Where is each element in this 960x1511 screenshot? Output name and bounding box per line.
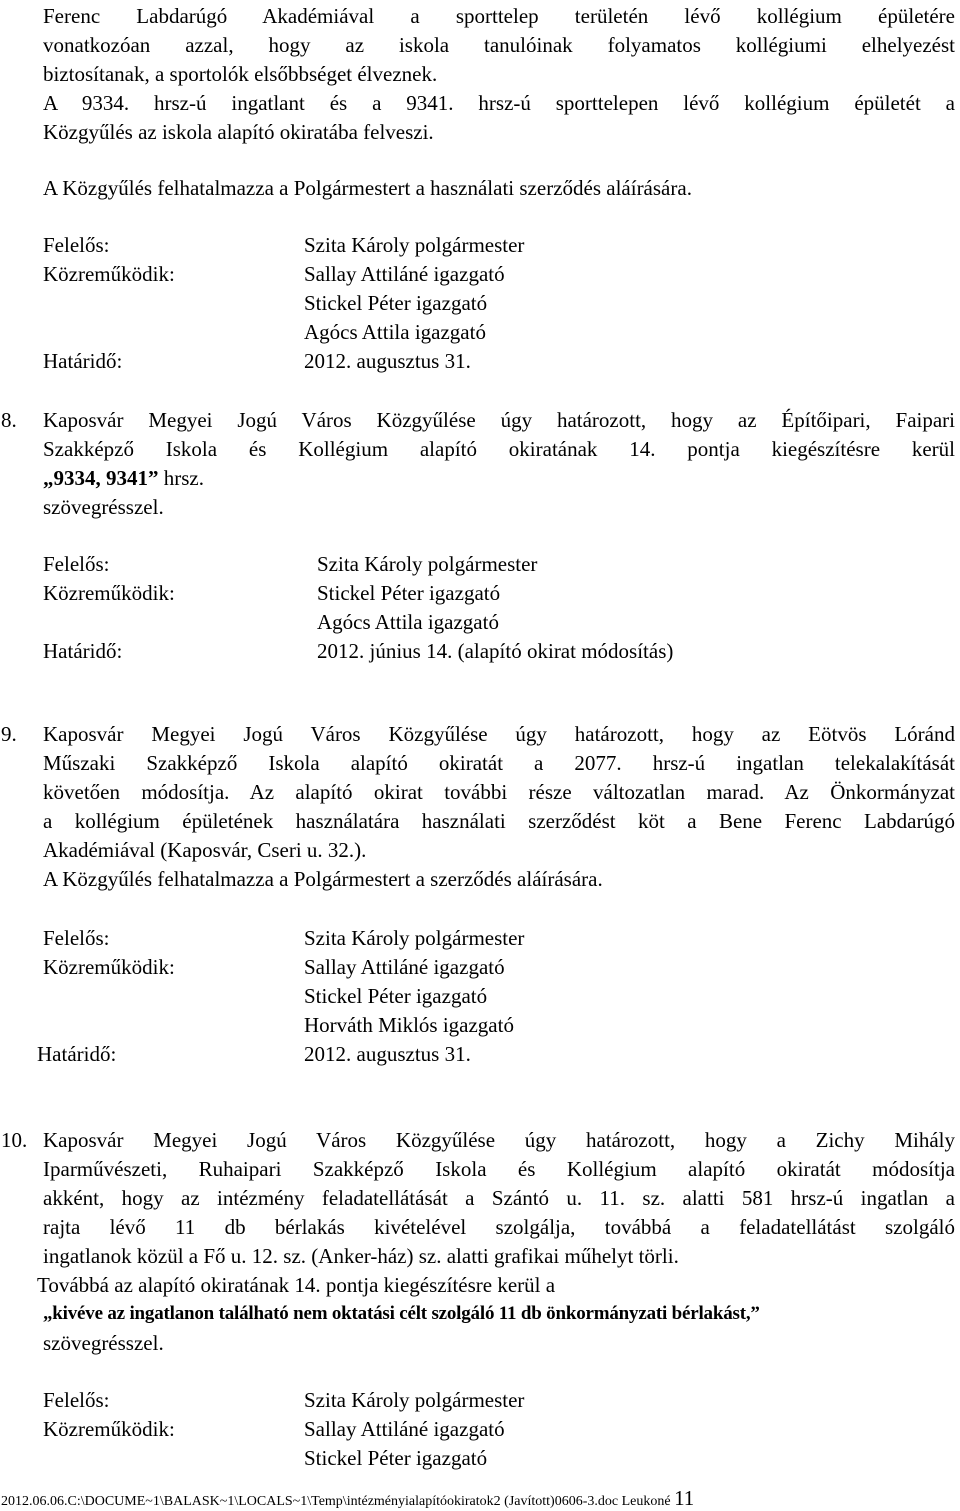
item-number: 9. (1, 722, 17, 746)
intro-line-4: A 9334. hrsz-ú ingatlant és a 9341. hrsz-ú sporttelepen lévő kollégium épületét a (43, 91, 955, 115)
contributor-value: Stickel Péter igazgató (304, 984, 488, 1008)
item8-quote-suffix: hrsz. (158, 466, 204, 490)
item8-line-4: szövegrésszel. (43, 495, 164, 519)
responsible-label: Felelős: (43, 1388, 110, 1412)
contributor-label: Közreműködik: (43, 1417, 175, 1441)
item-number: 8. (1, 408, 17, 432)
contributor-value: Sallay Attiláné igazgató (304, 1417, 505, 1441)
intro-line-2: vonatkozóan azzal, hogy az iskola tanulóinak folyamatos kollégiumi elhelyezést (43, 33, 955, 57)
intro-line-5: Közgyűlés az iskola alapító okiratába felveszi. (43, 120, 434, 144)
contributor-label: Közreműködik: (43, 955, 175, 979)
deadline-value: 2012. augusztus 31. (304, 1042, 471, 1066)
responsible-label: Felelős: (43, 233, 110, 257)
contributor-value: Agócs Attila igazgató (317, 610, 499, 634)
footer-path: 2012.06.06.C:\DOCUME~1\BALASK~1\LOCALS~1\Temp\intézményialapítóokiratok2 (Javított)0606-3.doc Leukoné (1, 1494, 671, 1509)
responsible-value: Szita Károly polgármester (304, 926, 525, 950)
item10-line-1: Kaposvár Megyei Jogú Város Közgyűlése úgy határozott, hogy a Zichy Mihály (43, 1128, 955, 1152)
responsible-value: Szita Károly polgármester (304, 233, 525, 257)
deadline-label: Határidő: (37, 1042, 117, 1066)
page-number: 11 (674, 1486, 695, 1510)
intro-line-3: biztosítanak, a sportolók elsőbbséget élveznek. (43, 62, 438, 86)
contributor-label: Közreműködik: (43, 581, 175, 605)
deadline-label: Határidő: (43, 349, 123, 373)
item10-line-2: Iparművészeti, Ruhaipari Szakképző Iskola és Kollégium alapító okiratát módosítja (43, 1157, 955, 1181)
responsible-value: Szita Károly polgármester (304, 1388, 525, 1412)
responsible-value: Szita Károly polgármester (317, 552, 538, 576)
responsible-label: Felelős: (43, 552, 110, 576)
item9-authorize: A Közgyűlés felhatalmazza a Polgármestert a szerződés aláírására. (43, 867, 603, 891)
item8-quote: „9334, 9341” (43, 466, 159, 490)
item8-line-1: Kaposvár Megyei Jogú Város Közgyűlése úgy határozott, hogy az Építőipari, Faipari (43, 408, 955, 432)
responsible-label: Felelős: (43, 926, 110, 950)
item9-line-4: a kollégium épületének használatára használati szerződést köt a Bene Ferenc Labdarúgó (43, 809, 955, 833)
contributor-value: Sallay Attiláné igazgató (304, 262, 505, 286)
item10-quote: „kivéve az ingatlanon található nem oktatási célt szolgáló 11 db önkormányzati bérlakást,” (43, 1303, 760, 1324)
intro-line-1: Ferenc Labdarúgó Akadémiával a sporttelep területén lévő kollégium épületére (43, 4, 955, 28)
item10-line-4: rajta lévő 11 db bérlakás kivételével szolgálja, továbbá a feladatellátást szolgáló (43, 1215, 955, 1239)
page-footer (1, 1486, 694, 1511)
item8-line-3 (43, 464, 204, 492)
deadline-label: Határidő: (43, 639, 123, 663)
item10-tail: szövegrésszel. (43, 1331, 164, 1355)
deadline-value: 2012. június 14. (alapító okirat módosítás) (317, 639, 674, 663)
item8-line-2: Szakképző Iskola és Kollégium alapító okiratának 14. pontja kiegészítésre kerül (43, 437, 955, 461)
item10-addition: Továbbá az alapító okiratának 14. pontja kiegészítésre kerül a (37, 1273, 556, 1297)
contributor-value: Stickel Péter igazgató (304, 291, 488, 315)
contributor-value: Horváth Miklós igazgató (304, 1013, 514, 1037)
contributor-value: Stickel Péter igazgató (304, 1446, 488, 1470)
item9-line-1: Kaposvár Megyei Jogú Város Közgyűlése úgy határozott, hogy az Eötvös Lóránd (43, 722, 955, 746)
deadline-value: 2012. augusztus 31. (304, 349, 471, 373)
intro-authorize: A Közgyűlés felhatalmazza a Polgármestert a használati szerződés aláírására. (43, 176, 692, 200)
item-number: 10. (1, 1128, 28, 1152)
contributor-value: Agócs Attila igazgató (304, 320, 486, 344)
contributor-value: Sallay Attiláné igazgató (304, 955, 505, 979)
contributor-value: Stickel Péter igazgató (317, 581, 501, 605)
contributor-label: Közreműködik: (43, 262, 175, 286)
item9-line-3: követően módosítja. Az alapító okirat további része változatlan marad. Az Önkormányzat (43, 780, 955, 804)
item9-line-5: Akadémiával (Kaposvár, Cseri u. 32.). (43, 838, 367, 862)
item9-line-2: Műszaki Szakképző Iskola alapító okiratát a 2077. hrsz-ú ingatlan telekalakítását (43, 751, 955, 775)
item10-line-3: akként, hogy az intézmény feladatellátását a Szántó u. 11. sz. alatti 581 hrsz-ú ingatlan a (43, 1186, 955, 1210)
item10-line-5: ingatlanok közül a Fő u. 12. sz. (Anker-ház) sz. alatti grafikai műhelyt törli. (43, 1244, 679, 1268)
